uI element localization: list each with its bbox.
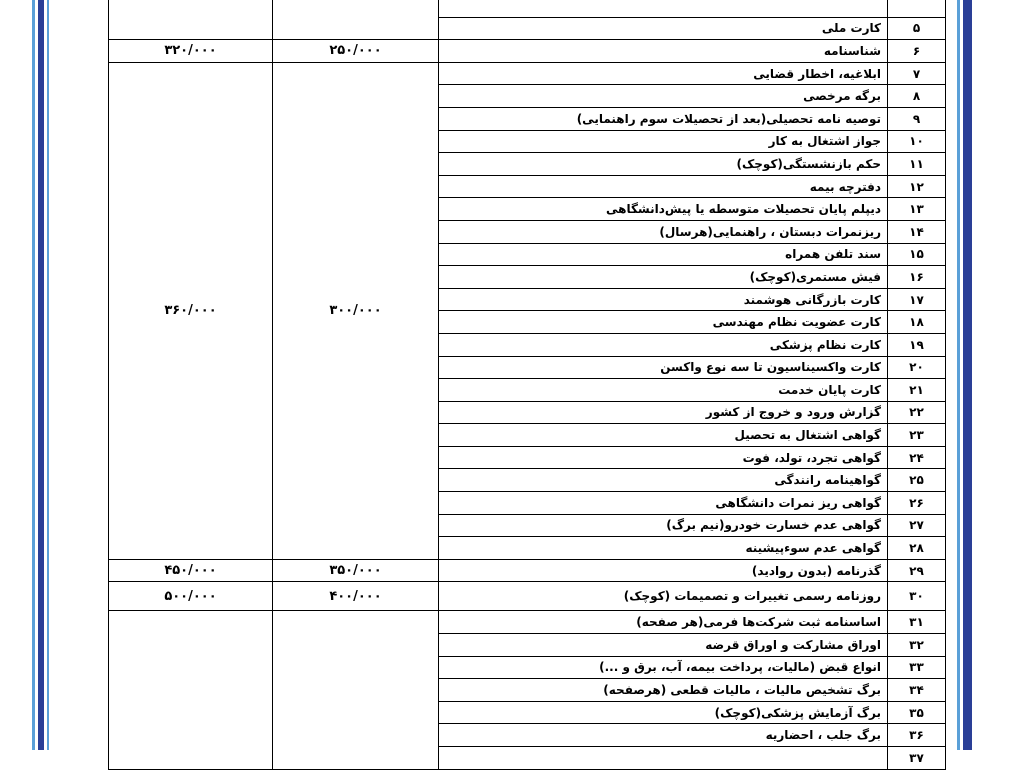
- document-title: شناسنامه: [439, 40, 888, 63]
- table-row: [109, 582, 946, 611]
- row-number: ۳۷: [888, 747, 946, 770]
- row-number: ۲۱: [888, 379, 946, 402]
- fee-price-a: ۲۵۰/۰۰۰: [273, 40, 439, 63]
- fee-cell: [273, 0, 439, 40]
- document-title: [439, 0, 888, 17]
- document-title: سند تلفن همراه: [439, 243, 888, 266]
- row-number: ۳۶: [888, 724, 946, 747]
- document-title: کارت بازرگانی هوشمند: [439, 288, 888, 311]
- document-title: گذرنامه (بدون روادید): [439, 559, 888, 582]
- fee-price-b: ۳۶۰/۰۰۰: [109, 62, 273, 559]
- page-border-left: [38, 0, 44, 750]
- table-row: [109, 559, 946, 582]
- row-number: ۱۰: [888, 130, 946, 153]
- row-number: ۸: [888, 85, 946, 108]
- fee-price-a: ۳۵۰/۰۰۰: [273, 559, 439, 582]
- document-title: گواهی عدم سوءپیشینه: [439, 537, 888, 560]
- table-row: [109, 611, 946, 634]
- document-title: دیپلم پایان تحصیلات متوسطه یا پیش‌دانشگاهی: [439, 198, 888, 221]
- fee-cell: [109, 611, 273, 769]
- row-number: ۵: [888, 17, 946, 40]
- row-number: ۶: [888, 40, 946, 63]
- row-number: ۱۹: [888, 333, 946, 356]
- document-title: اساسنامه ثبت شرکت‌ها فرمی(هر صفحه): [439, 611, 888, 634]
- document-title: گواهی عدم خسارت خودرو(نیم برگ): [439, 514, 888, 537]
- row-number: ۲۸: [888, 537, 946, 560]
- row-number: ۳۴: [888, 679, 946, 702]
- row-number: ۳۱: [888, 611, 946, 634]
- document-title: ابلاغیه، اخطار قضایی: [439, 62, 888, 85]
- fee-cell: [109, 0, 273, 40]
- document-title: جواز اشتغال به کار: [439, 130, 888, 153]
- document-title: برگ آزمایش پزشکی(کوچک): [439, 701, 888, 724]
- row-number: ۳۰: [888, 582, 946, 611]
- document-title: ریزنمرات دبستان ، راهنمایی(هرسال): [439, 220, 888, 243]
- row-number: [888, 0, 946, 17]
- fee-price-b: ۴۵۰/۰۰۰: [109, 559, 273, 582]
- row-number: ۲۰: [888, 356, 946, 379]
- row-number: ۱۶: [888, 266, 946, 289]
- table-row: [109, 62, 946, 85]
- document-title: توصیه نامه تحصیلی(بعد از تحصیلات سوم راهنمایی): [439, 107, 888, 130]
- document-title: کارت ملی: [439, 17, 888, 40]
- row-number: ۹: [888, 107, 946, 130]
- table-row: [109, 0, 946, 17]
- row-number: ۳۵: [888, 701, 946, 724]
- row-number: ۳۲: [888, 634, 946, 657]
- document-title: گزارش ورود و خروج از کشور: [439, 401, 888, 424]
- page-border-right: [963, 0, 972, 750]
- table-row: [109, 40, 946, 63]
- document-title: گواهی تجرد، تولد، فوت: [439, 446, 888, 469]
- fee-price-b: ۳۲۰/۰۰۰: [109, 40, 273, 63]
- fee-price-a: ۴۰۰/۰۰۰: [273, 582, 439, 611]
- fee-cell: [273, 611, 439, 769]
- document-title: کارت عضویت نظام مهندسی: [439, 311, 888, 334]
- document-title: کارت واکسیناسیون تا سه نوع واکسن: [439, 356, 888, 379]
- document-title: کارت نظام پزشکی: [439, 333, 888, 356]
- fee-price-b: ۵۰۰/۰۰۰: [109, 582, 273, 611]
- document-title: انواع قبض (مالیات، پرداخت بیمه، آب، برق و ...): [439, 656, 888, 679]
- row-number: ۲۴: [888, 446, 946, 469]
- document-title: گواهی ریز نمرات دانشگاهی: [439, 492, 888, 515]
- row-number: ۲۶: [888, 492, 946, 515]
- row-number: ۲۵: [888, 469, 946, 492]
- fee-price-a: ۳۰۰/۰۰۰: [273, 62, 439, 559]
- document-title: برگه مرخصی: [439, 85, 888, 108]
- document-title: اوراق مشارکت و اوراق قرضه: [439, 634, 888, 657]
- document-title: گواهی اشتغال به تحصیل: [439, 424, 888, 447]
- document-title: کارت پایان خدمت: [439, 379, 888, 402]
- row-number: ۱۴: [888, 220, 946, 243]
- document-title: دفترچه بیمه: [439, 175, 888, 198]
- document-title: روزنامه رسمی تغییرات و تصمیمات (کوچک): [439, 582, 888, 611]
- row-number: ۲۲: [888, 401, 946, 424]
- row-number: ۲۳: [888, 424, 946, 447]
- row-number: ۱۷: [888, 288, 946, 311]
- document-title: برگ جلب ، احضاریه: [439, 724, 888, 747]
- row-number: ۱۵: [888, 243, 946, 266]
- document-title: گواهینامه رانندگی: [439, 469, 888, 492]
- row-number: ۲۹: [888, 559, 946, 582]
- row-number: ۷: [888, 62, 946, 85]
- row-number: ۱۸: [888, 311, 946, 334]
- document-title: برگ تشخیص مالیات ، مالیات قطعی (هرصفحه): [439, 679, 888, 702]
- document-title: فیش مستمری(کوچک): [439, 266, 888, 289]
- row-number: ۳۳: [888, 656, 946, 679]
- translation-fee-table: [108, 0, 946, 770]
- row-number: ۱۱: [888, 153, 946, 176]
- row-number: ۲۷: [888, 514, 946, 537]
- row-number: ۱۳: [888, 198, 946, 221]
- row-number: ۱۲: [888, 175, 946, 198]
- document-title: حکم بازنشستگی(کوچک): [439, 153, 888, 176]
